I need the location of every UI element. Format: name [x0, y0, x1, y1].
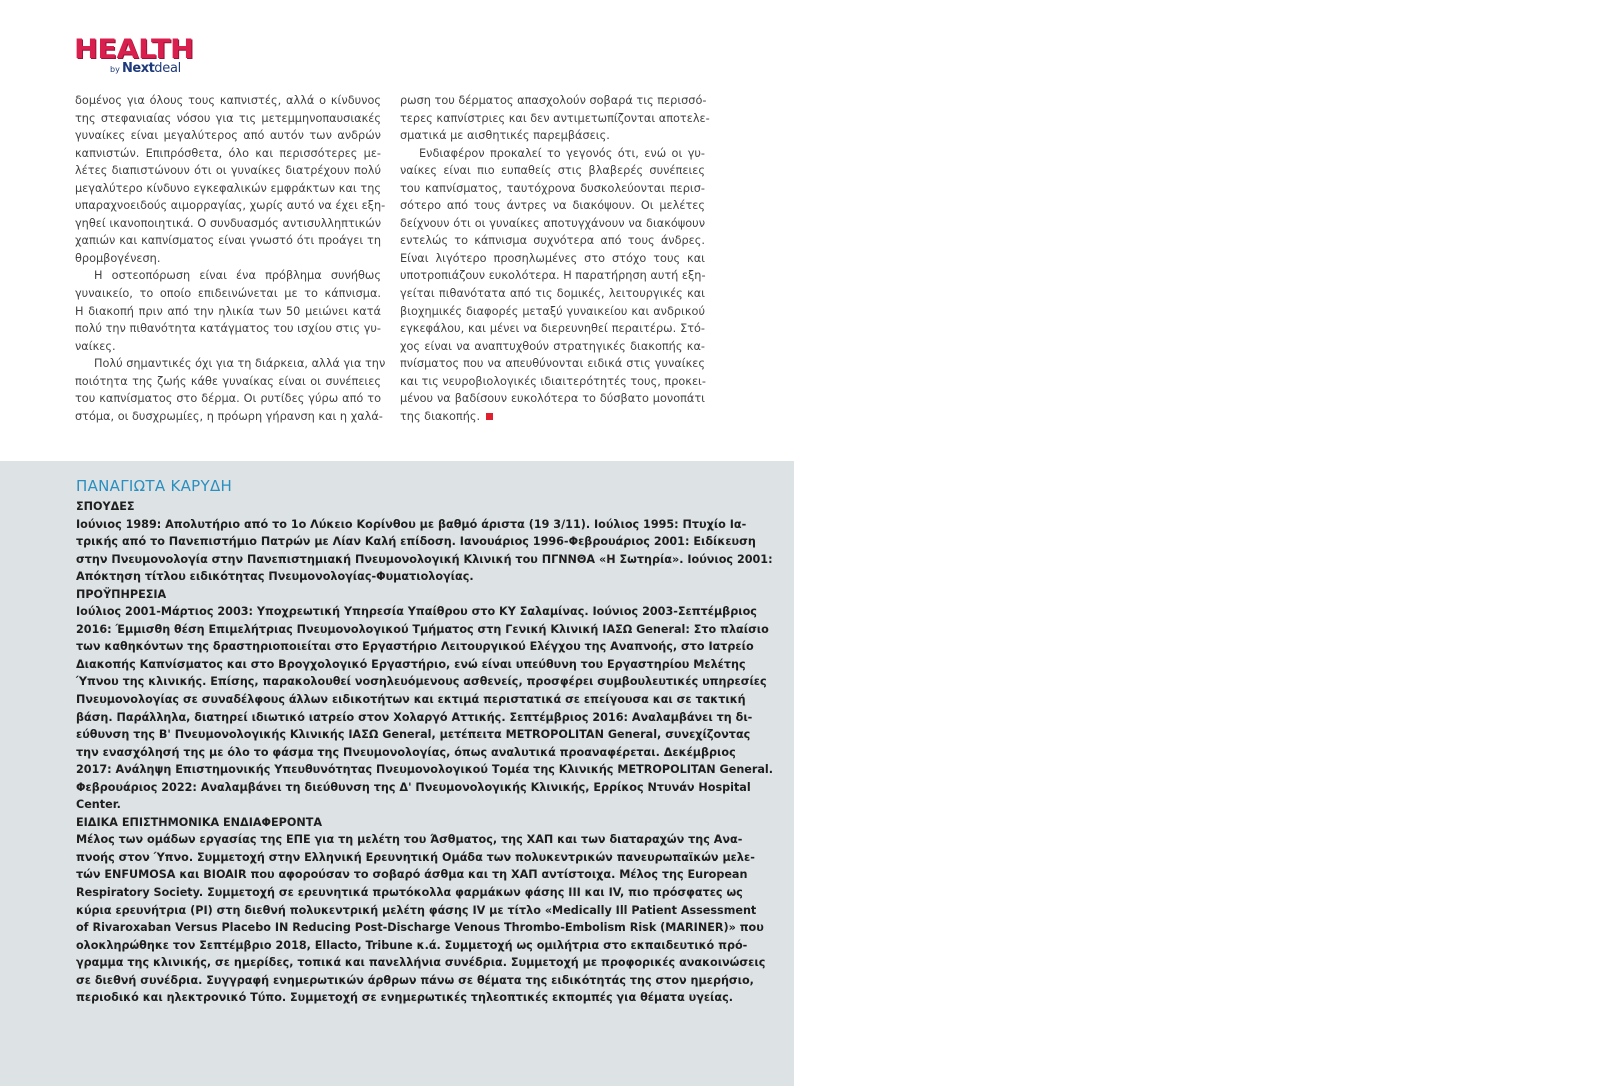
text-line: γείται πιθανότατα από τις δομικές, λειτουργικές και — [400, 287, 705, 301]
bio-text-line: Ιούλιος 2001-Μάρτιος 2003: Υποχρεωτική Υπηρεσία Υπαίθρου στο ΚΥ Σαλαμίνας. Ιούνιος 2003-Σεπτέμβριος — [76, 605, 757, 619]
text-line: τερες καπνίστριες και δεν αντιμετωπίζονται αποτελε- — [400, 111, 710, 125]
bio-text-line: 2017: Ανάληψη Επιστημονικής Υπευθυνότητας Πνευμονολογικού Τομέα της Κλινικής METROPOLITAN General. — [76, 763, 774, 777]
logo-nextdeal-wordmark — [122, 61, 181, 76]
health-nextdeal-logo — [74, 36, 194, 78]
bio-text-line: πνοής στον Ύπνο. Συμμετοχή στην Ελληνική Ερευνητική Ομάδα των πολυκεντρικών πανευρωπαϊκών μελε- — [76, 850, 755, 864]
bio-text-line: Center. — [76, 798, 121, 812]
text-line: της διακοπής. — [400, 408, 705, 426]
bio-text-line: τρικής από το Πανεπιστήμιο Πατρών με Λίαν Καλή επίδοση. Ιανουάριος 1996-Φεβρουάριος 2001: Ειδίκευση — [76, 535, 756, 549]
text-line: δείχνουν ότι οι γυναίκες αποτυγχάνουν να διακόψουν — [400, 216, 705, 230]
text-line: μεγαλύτερο κίνδυνο εγκεφαλικών εμφράκτων και της — [75, 181, 381, 195]
text-line: γυναικείο, το οποίο επιδεινώνεται με το κάπνισμα. — [75, 287, 381, 301]
text-line: στόμα, οι δυσχρωμίες, η πρόωρη γήρανση και η χαλά- — [75, 409, 383, 423]
text-line: λέτες διαπιστώνουν ότι οι γυναίκες διατρέχουν πολύ — [75, 164, 381, 178]
bio-text-line: 2016: Έμμισθη θέση Επιμελήτριας Πνευμονολογικού Τμήματος στη Γενική Κλινική ΙΑΣΩ General: Στο πλαίσιο — [76, 622, 769, 636]
bio-text-line: τών ENFUMOSA και BIOAIR που αφορούσαν το σοβαρό άσθμα και τη ΧΑΠ αντίστοιχα. Μέλος της European — [76, 868, 748, 882]
text-line: δομένος για όλους τους καπνιστές, αλλά ο κίνδυνος — [75, 94, 381, 107]
bio-text-line: των καθηκόντων της δραστηριοποιείται στο Εργαστήριο Λειτουργικού Ελέγχου της Αναπνοής, στο Ιατρείο — [76, 640, 754, 654]
bio-text-line: σε διεθνή συνέδρια. Συγγραφή ενημερωτικών άρθρων πάνω σε θέματα της ειδικότητάς της στον ημερήσιο, — [76, 973, 754, 987]
bio-name: ΠΑΝΑΓΙΩΤΑ ΚΑΡΥΔΗ — [76, 477, 233, 495]
text-line: Ενδιαφέρον προκαλεί το γεγονός ότι, ενώ οι γυ- — [419, 146, 705, 160]
text-line: εγκεφάλου, και μένει να διερευνηθεί περαιτέρω. Στό- — [400, 322, 705, 336]
bio-text-line: Respiratory Society. Συμμετοχή σε ερευνητικά πρωτόκολλα φαρμάκων φάσης III και IV, πιο πρόσφατες ως — [76, 886, 743, 900]
text-line: πολύ την πιθανότητα κατάγματος του ισχίου στις γυ- — [75, 322, 381, 336]
text-line: γυναίκες είναι μεγαλύτερος από αυτόν των ανδρών — [75, 129, 381, 143]
bio-text-line: βάση. Παράλληλα, διατηρεί ιδιωτικό ιατρείο στον Χολαργό Αττικής. Σεπτέμβριος 2016: Αναλαμβάνει τη δι- — [76, 710, 753, 724]
text-line: ποιότητα της ζωής κάθε γυναίκας είναι οι συνέπειες — [75, 374, 381, 388]
text-line: χαπιών και καπνίσματος είναι γνωστό ότι προάγει τη — [75, 234, 381, 248]
text-line: θρομβογένεση. — [75, 251, 161, 265]
text-line: γηθεί ικανοποιητικά. Ο συνδυασμός αντισυλληπτικών — [75, 216, 381, 230]
text-line: μένου να βαδίσουν ευκολότερα το δύσβατο μονοπάτι — [400, 392, 705, 406]
text-line: ναίκες είναι πιο ευπαθείς στις βλαβερές συνέπειες — [400, 164, 705, 178]
bio-text-line: Ύπνου της κλινικής. Επίσης, παρακολουθεί νοσηλευόμενους ασθενείς, προσφέρει συμβουλευτικές υπηρεσίες — [76, 675, 767, 689]
logo-brand-light: deal — [154, 61, 181, 76]
author-bio-box — [0, 461, 794, 1086]
text-line: ρωση του δέρματος απασχολούν σοβαρά τις περισσό- — [400, 94, 707, 107]
bio-text-line: Πνευμονολογίας σε συναδέλφους άλλων ειδικοτήτων και εκτιμά περιστατικά σε επείγουσα και σε τακτική — [76, 693, 746, 707]
text-line: της στεφανιαίας νόσου για τις μετεμμηνοπαυσιακές — [75, 111, 381, 125]
article-column-right — [400, 92, 710, 425]
text-line: καπνιστών. Επιπρόσθετα, όλο και περισσότερες με- — [75, 146, 381, 160]
logo-brand-bold: Next — [122, 61, 155, 76]
text-line: ναίκες. — [75, 339, 116, 353]
text-line: και τις νευροβιολογικές ιδιαιτερότητές τους, προκει- — [400, 374, 706, 388]
bio-text-line: Μέλος των ομάδων εργασίας της ΕΠΕ για τη μελέτη του Άσθματος, της ΧΑΠ και των διαταραχών της Ανα- — [76, 833, 743, 847]
text-line: Πολύ σημαντικές όχι για τη διάρκεια, αλλά για την — [94, 357, 386, 371]
bio-text-line: Φεβρουάριος 2022: Αναλαμβάνει τη διεύθυνση της Δ' Πνευμονολογικής Κλινικής, Ερρίκος Ντυνάν Hospital — [76, 780, 751, 794]
text-line: υπαραχνοειδούς αιμορραγίας, χωρίς αυτό να έχει εξη- — [75, 199, 386, 213]
text-line: βιοχημικές διαφορές μεταξύ γυναικείου και ανδρικού — [400, 304, 705, 318]
text-line: Είναι λιγότερο προσηλωμένες στο στόχο τους και — [400, 251, 705, 265]
bio-section-heading: ΠΡΟΫΠΗΡΕΣΙΑ — [76, 587, 167, 601]
bio-text-line: ολοκληρώθηκε τον Σεπτέμβριο 2018, Ellacto, Tribune κ.ά. Συμμετοχή ως ομιλήτρια στο εκπαιδευτικό πρό- — [76, 938, 748, 952]
text-line: του καπνίσματος, ταυτόχρονα δυσκολεύονται περισ- — [400, 181, 705, 195]
logo-by-text: by — [110, 65, 120, 74]
bio-text-line: κύρια ερευνήτρια (PI) στη διεθνή πολυκεντρική μελέτη φάσης IV με τίτλο «Medically Ill Patient Assessment — [76, 903, 757, 917]
bio-text-line: of Rivaroxaban Versus Placebo IN Reducing Post-Discharge Venous Thrombo-Embolism Risk (MARINER)» που — [76, 921, 764, 935]
text-line: Η οστεοπόρωση είναι ένα πρόβλημα συνήθως — [94, 269, 381, 283]
bio-text-line: γραμμα της κλινικής, σε ημερίδες, τοπικά και πανελλήνια συνέδρια. Συμμετοχή με προφορικές ανακοινώσεις — [76, 956, 766, 970]
bio-text-line: περιοδικό και ηλεκτρονικό Τύπο. Συμμετοχή σε ενημερωτικές τηλεοπτικές εκπομπές για θέματα υγείας. — [76, 991, 733, 1005]
bio-section-heading: ΕΙΔΙΚΑ ΕΠΙΣΤΗΜΟΝΙΚΑ ΕΝΔΙΑΦΕΡΟΝΤΑ — [76, 815, 323, 829]
bio-text-line: την ενασχόλησή της με όλο το φάσμα της Πνευμονολογίας, όπως αναλυτικά προαναφέρεται. Δεκέμβριος — [76, 745, 736, 759]
bio-section-heading: ΣΠΟΥΔΕΣ — [76, 500, 135, 513]
text-line: χος είναι να αναπτυχθούν στρατηγικές διακοπής κα- — [400, 339, 705, 353]
text-line: Η διακοπή πριν από την ηλικία των 50 μειώνει κατά — [75, 304, 381, 318]
text-line: σότερο από τους άντρες να διακόψουν. Οι μελέτες — [400, 199, 705, 213]
text-line: υποτροπιάζουν ευκολότερα. Η παρατήρηση αυτή εξη- — [400, 269, 706, 283]
text-line: εντελώς το κάπνισμα συχνότερα από τους άνδρες. — [400, 234, 705, 248]
bio-text-line: Διακοπής Καπνίσματος και στο Βρογχολογικό Εργαστήριο, ενώ είναι υπεύθυνη του Εργαστηρίου Μελέτης — [76, 657, 746, 671]
bio-text-line: Απόκτηση τίτλου ειδικότητας Πνευμονολογίας-Φυματιολογίας. — [76, 570, 474, 584]
bio-body — [76, 498, 774, 1007]
text-line: σματικά με αισθητικές παρεμβάσεις. — [400, 129, 610, 143]
logo-health-wordmark: HEALTH — [74, 34, 194, 65]
end-of-article-square-icon — [486, 413, 493, 420]
text-line: πνίσματος που να απευθύνονται ειδικά στις γυναίκες — [400, 357, 705, 371]
bio-text-line: εύθυνση της Β' Πνευμονολογικής Κλινικής ΙΑΣΩ General, μετέπειτα METROPOLITAN General, συνεχίζοντας — [76, 728, 751, 742]
bio-text-line: Ιούνιος 1989: Απολυτήριο από το 1ο Λύκειο Κορίνθου με βαθμό άριστα (19 3/11). Ιούλιος 1995: Πτυχίο Ια- — [76, 517, 747, 531]
bio-text-line: στην Πνευμονολογία στην Πανεπιστημιακή Πνευμονολογική Κλινική του ΠΓΝΝΘΑ «Η Σωτηρία». Ιούνιος 2001: — [76, 552, 773, 566]
article-column-left — [75, 92, 386, 425]
text-line: του καπνίσματος στο δέρμα. Οι ρυτίδες γύρω από το — [75, 392, 381, 406]
